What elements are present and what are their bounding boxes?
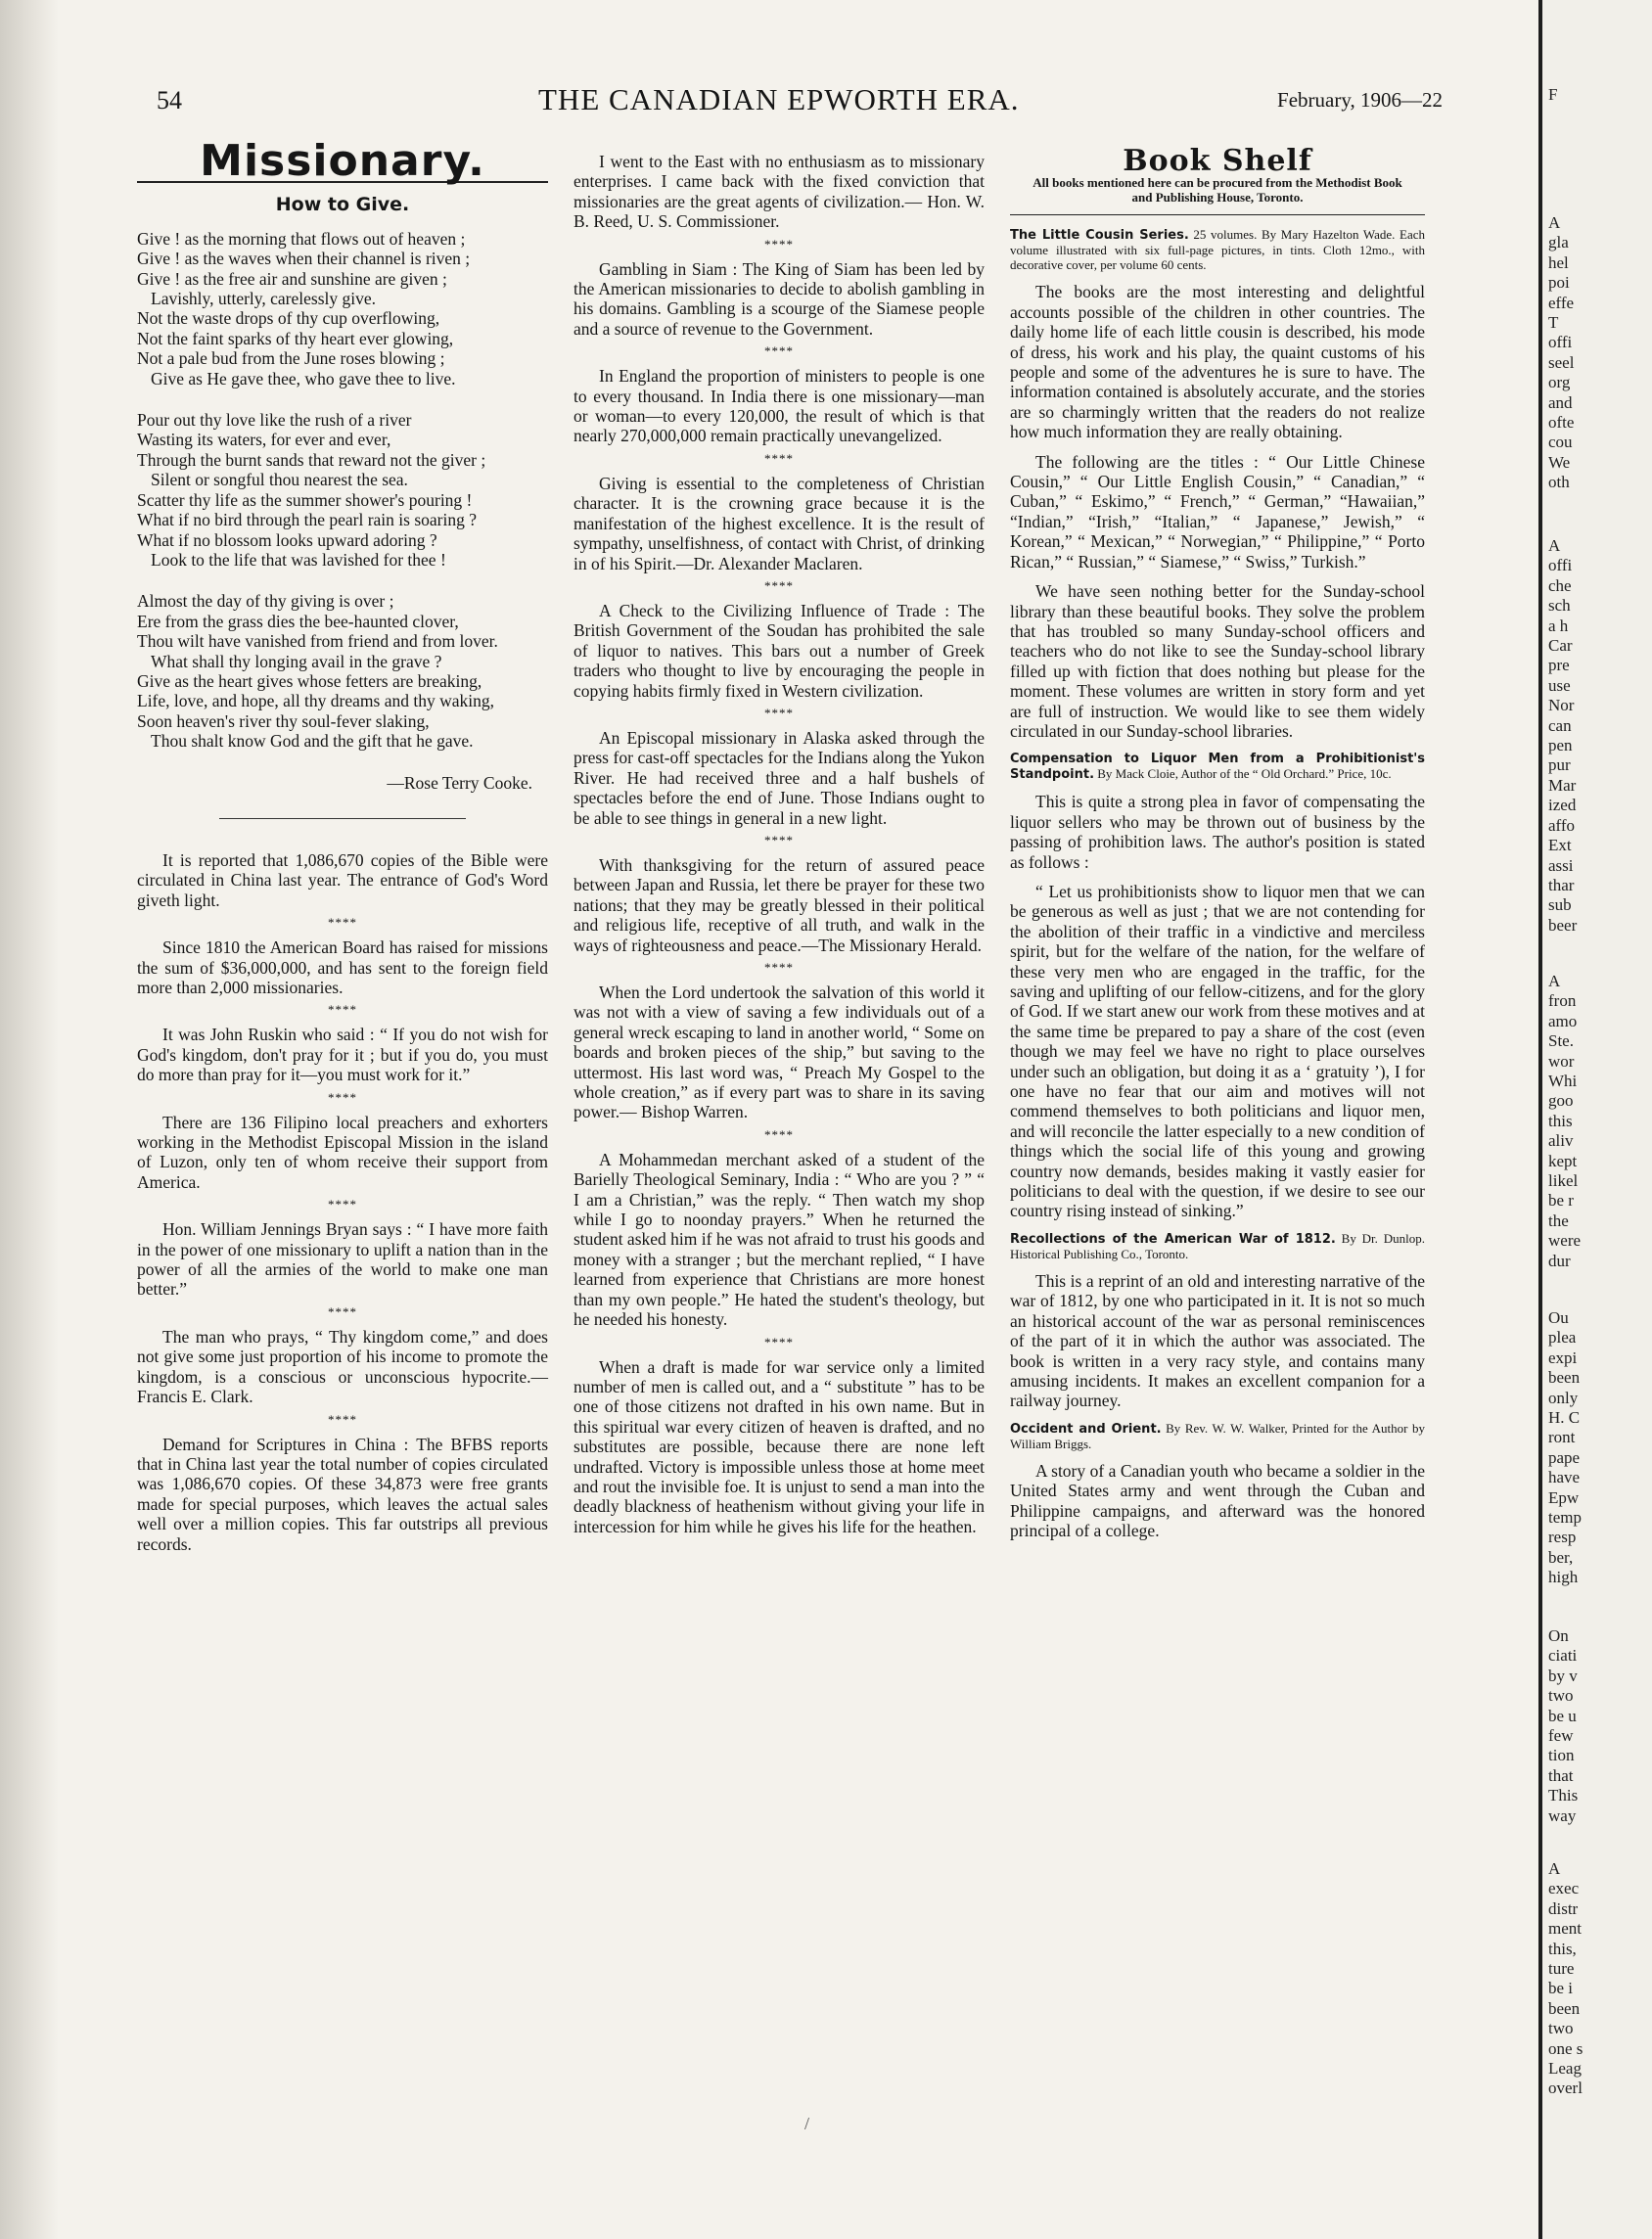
poem-author: —Rose Terry Cooke.	[387, 772, 532, 793]
missionary-note: Hon. William Jennings Bryan says : “ I have more faith in the power of one missionary to uplift a nation than in the power of all the armies of the world to make one man better.”	[137, 1219, 548, 1300]
star-separator: ****	[764, 343, 794, 359]
poem-line: Look to the life that was lavished for thee !	[151, 549, 446, 570]
section-heading-book-shelf: Book Shelf	[1123, 144, 1312, 178]
missionary-note: There are 136 Filipino local preachers and exhorters working in the Methodist Episcopal Mission in the island of Luzon, only ten of whom receive their support from America.	[137, 1112, 548, 1192]
missionary-note: It is reported that 1,086,670 copies of the Bible were circulated in China last year. The entrance of God's Word giveth light.	[137, 849, 548, 910]
star-separator: ****	[764, 577, 794, 593]
poem-line: What if no blossom looks upward adoring ?	[137, 529, 437, 550]
missionary-note: Demand for Scriptures in China : The BFBS reports that in China last year the total number of copies circulated was 1,086,670 copies. Of these 34,873 were free grants made for special purposes, which leaves the actual sales well over a million copies. This far outstrips all previous records.	[137, 1434, 548, 1554]
missionary-note: It was John Ruskin who said : “ If you do not wish for God's kingdom, don't pray for it ; but if you do, you must do more than pray for it—you must work for it.”	[137, 1025, 548, 1085]
poem-title: How to Give.	[275, 194, 410, 216]
adjacent-page-text-fragment: A offi che sch a h Car pre use Nor can pen pur Mar ized affo Ext assi thar sub beer	[1548, 536, 1578, 935]
star-separator: ****	[764, 705, 794, 720]
poem-line: Wasting its waters, for ever and ever,	[137, 430, 391, 450]
column-book-shelf	[1010, 144, 1425, 1550]
poem-line: Give ! as the free air and sunshine are given ;	[137, 268, 447, 289]
star-separator: ****	[764, 960, 794, 975]
page-binding-shadow	[0, 0, 59, 2239]
missionary-notes-left	[137, 850, 548, 1554]
poem-line: Not a pale bud from the June roses blowing ;	[137, 348, 445, 369]
poem-line: Lavishly, utterly, carelessly give.	[151, 289, 377, 309]
missionary-note: When the Lord undertook the salvation of this world it was not with a view of saving a few individuals out of a general wreck escaping to land in another world, “ Some on boards and broken pieces of the ship,” but saving to the uttermost. His last word was, “ Preach My Gospel to the whole creation,” as if every part was to share in its saving power.— Bishop Warren.	[574, 982, 985, 1122]
poem-line: Pour out thy love like the rush of a river	[137, 410, 412, 431]
page-number: 54	[157, 86, 182, 114]
star-separator: ****	[328, 1089, 357, 1105]
star-separator: ****	[328, 1197, 357, 1212]
poem-line: Almost the day of thy giving is over ;	[137, 591, 394, 612]
poem-line: Scatter thy life as the summer shower's pouring !	[137, 489, 473, 510]
book-review-paragraph: A story of a Canadian youth who became a soldier in the United States army and went through the Cuban and Philippine campaigns, and afterward was the honored principal of a college.	[1010, 1460, 1425, 1540]
book-reviews	[1010, 227, 1425, 1540]
book-entry-heading	[1010, 751, 1425, 782]
missionary-note: Giving is essential to the completeness of Christian character. It is the crowning grace because it is the manifestation of the highest excellence. It is the result of sympathy, unselfishness, of contact with Christ, of drinking in of his Spirit.—Dr. Alexander Maclaren.	[574, 473, 985, 573]
poem-line: Thou shalt know God and the gift that he gave.	[151, 731, 474, 752]
book-entry-heading	[1010, 1421, 1425, 1451]
book-shelf-intro: All books mentioned here can be procured from the Methodist Book and Publishing House, Toronto.	[1032, 175, 1402, 206]
book-publication-details: By Mack Cloie, Author of the “ Old Orchard.” Price, 10c.	[1094, 766, 1392, 782]
adjacent-page-text-fragment: F	[1548, 85, 1558, 104]
poem-line: Give as He gave thee, who gave thee to live.	[151, 368, 456, 388]
book-entry-heading	[1010, 1231, 1425, 1261]
publication-title: THE CANADIAN EPWORTH ERA.	[538, 82, 1020, 116]
star-separator: ****	[328, 1002, 357, 1018]
poem-line: Give as the heart gives whose fetters are breaking,	[137, 670, 482, 691]
missionary-note: With thanksgiving for the return of assured peace between Japan and Russia, let there be prayer for these two nations; that they may be greatly blessed in their political and religious life, receptive of all truth, and walk in the ways of righteousness and peace.—The Missionary Herald.	[574, 854, 985, 955]
missionary-note: In England the proportion of ministers to people is one to every thousand. In India there is one missionary—man or woman—to every 120,000, the result of which is that nearly 270,000,000 remain practically unevangelized.	[574, 366, 985, 446]
poem-line: What shall thy longing avail in the grave ?	[151, 651, 442, 671]
poem-line: Life, love, and hope, all thy dreams and thy waking,	[137, 691, 494, 711]
missionary-note: The man who prays, “ Thy kingdom come,” and does not give some just proportion of his income to promote the kingdom, is a conscious or unconscious hypocrite.—Francis E. Clark.	[137, 1326, 548, 1407]
book-publication-details: By Rev. W. W. Walker, Printed for the Author by William Briggs.	[1010, 1420, 1425, 1451]
missionary-note: A Check to the Civilizing Influence of Trade : The British Government of the Soudan has prohibited the sale of liquor to natives. This bars out a number of Greek traders who thought to live by encouraging the people in copying habits firmly fixed in Western civilization.	[574, 600, 985, 701]
star-separator: ****	[764, 1126, 794, 1142]
book-title: Recollections of the American War of 1812.	[1010, 1231, 1336, 1247]
adjacent-page-text-fragment: On ciati by v two be u few tion that This way	[1548, 1626, 1579, 1825]
adjacent-page-text-fragment: T offi seel org and ofte cou We oth	[1548, 313, 1575, 492]
book-publication-details: 25 volumes. By Mary Hazelton Wade. Each volume illustrated with six full-page pictures, in tints. Cloth 12mo., with decorative cover, per volume 60 cents.	[1010, 227, 1425, 273]
poem-line: Soon heaven's river thy soul-fever slaking,	[137, 710, 430, 731]
star-separator: ****	[328, 1303, 357, 1319]
book-review-paragraph: This is a reprint of an old and interesting narrative of the war of 1812, by one who participated in it. It is not so much an historical account of the war as personal reminiscences of the part of it in which the author was associated. The book is written in a very racy style, and contains many amusing incidents. It makes an excellent companion for a railway journey.	[1010, 1270, 1425, 1411]
missionary-note: A Mohammedan merchant asked of a student of the Barielly Theological Seminary, India : “ Who are you ? ” “ I am a Christian,” was the reply. “ Then watch my shop while I go to noonday prayers.” When he returned the student asked him if he was not afraid to trust his goods and money with a stranger ; but the merchant replied, “ I have learned from experience that Christians are more honest than my own people.” He hated the student's theology, but he needed his honesty.	[574, 1149, 985, 1330]
poem-stanza	[137, 591, 548, 751]
star-separator: ****	[328, 915, 357, 931]
star-separator: ****	[764, 236, 794, 251]
adjacent-page-text-fragment: A exec distr ment this, ture be i been two one s Leag overl	[1548, 1859, 1583, 2098]
running-header	[157, 82, 1443, 125]
adjacent-page-text-fragment: A fron amo Ste. wor Whi goo this aliv kept likel be r the were dur	[1548, 972, 1582, 1270]
poem-line: Through the burnt sands that reward not the giver ;	[137, 449, 486, 470]
poem-line: Thou wilt have vanished from friend and from lover.	[137, 631, 498, 652]
missionary-notes-middle	[574, 152, 985, 1536]
star-separator: ****	[328, 1411, 357, 1427]
star-separator: ****	[764, 1334, 794, 1349]
poem-line: Not the waste drops of thy cup overflowing,	[137, 308, 440, 329]
poem-line: Ere from the grass dies the bee-haunted clover,	[137, 611, 459, 631]
poem-line: Not the faint sparks of thy heart ever glowing,	[137, 328, 454, 348]
missionary-note: Gambling in Siam : The King of Siam has been led by the American missionaries to decide to abolish gambling in his domains. Gambling is a scourge of the Siamese people and a source of revenue to the Government.	[574, 258, 985, 339]
star-separator: ****	[764, 832, 794, 847]
missionary-note: An Episcopal missionary in Alaska asked through the press for cast-off spectacles for the Indians along the Yukon River. He had received three and a half bushels of spectacles before the end of June. Those Indians ought to be able to see things in general in a new light.	[574, 727, 985, 828]
book-review-paragraph: “ Let us prohibitionists show to liquor men that we can be generous as well as just ; that we are not contending for the abolition of their traffic in a vindictive and merciless spirit, but for the welfare of the nation, for the welfare of these very men who are engaged in the traffic, for the saving and uplifting of our fellow-citizens, and for the glory of God. If we start anew our work from these motives and at the same time be prepared to pay a share of the cost (even though we may feel we have no right to place ourselves under such an obligation, but doing it as a ‘ gratuity ’), I for one have no fear that our aim and motives will not commend themselves to both politicians and liquor men, and will reconcile the latter especially to a new condition of things which the social life of this young and growing country now demands, besides making it vastly easier for politicians to deal with the question, if we desire to see our country rising instead of sinking.”	[1010, 881, 1425, 1221]
poem-how-to-give	[137, 229, 548, 752]
column-missionary-middle	[574, 152, 985, 1546]
book-publication-details: By Dr. Dunlop. Historical Publishing Co., Toronto.	[1010, 1230, 1425, 1261]
issue-date: February, 1906—22	[1277, 88, 1443, 112]
book-review-paragraph: This is quite a strong plea in favor of compensating the liquor sellers who may be thrown out of business by the passing of prohibition laws. The author's position is stated as follows :	[1010, 792, 1425, 872]
column-missionary-left	[137, 136, 548, 1564]
missionary-note: When a draft is made for war service only a limited number of men is called out, and a “ substitute ” has to be one of those citizens not drafted in his own name. But in this spiritual war every citizen of heaven is drafted, and no substitutes are possible, because there are none left undrafted. Victory is impossible unless those at home meet and rout the invisible foe. It is unjust to send a man into the deadly blackness of heathenism without giving your life in intercession for him while he gives his life for the heathen.	[574, 1356, 985, 1536]
adjacent-page-text-fragment: A gla hel poi effe	[1548, 213, 1575, 312]
book-title: Compensation to Liquor Men from a Prohibitionist's Standpoint.	[1010, 752, 1425, 783]
book-entry-heading	[1010, 227, 1425, 272]
poem-stanza	[137, 229, 548, 388]
section-divider	[219, 818, 466, 819]
poem-line: Silent or songful thou nearest the sea.	[151, 470, 408, 490]
printer-mark: /	[804, 2114, 810, 2133]
missionary-note: I went to the East with no enthusiasm as to missionary enterprises. I came back with the fixed conviction that missionaries are the great agents of civilization.— Hon. W. B. Reed, U. S. Commissioner.	[574, 152, 985, 232]
book-review-paragraph: We have seen nothing better for the Sunday-school library than these beautiful books. They solve the problem that has troubled so many Sunday-school officers and teachers who do not like to see the Sunday-school library filled up with fiction that does nothing but please for the moment. These volumes are written in story form and yet are full of instruction. We would like to see them widely circulated in our Sunday-school libraries.	[1010, 581, 1425, 741]
adjacent-page-text-fragment: Ou plea expi been only H. C ront pape have Epw temp resp ber, high	[1548, 1308, 1582, 1587]
book-title: The Little Cousin Series.	[1010, 228, 1189, 244]
poem-line: Give ! as the waves when their channel is riven ;	[137, 249, 471, 269]
section-heading-missionary: Missionary.	[200, 136, 485, 186]
book-title: Occident and Orient.	[1010, 1421, 1162, 1437]
adjacent-page-strip	[1542, 0, 1652, 2239]
poem-line: Give ! as the morning that flows out of heaven ;	[137, 228, 466, 249]
book-shelf-rule	[1010, 214, 1425, 215]
poem-stanza	[137, 410, 548, 570]
book-review-paragraph: The following are the titles : “ Our Little Chinese Cousin,” “ Our Little English Cousin,” “ Canadian,” “ Cuban,” “ Eskimo,” “ French,” “ German,” “Hawaiian,” “Indian,” “Irish,” “Italian,” “ Japanese,” Jewish,” “ Korean,” “ Mexican,” “ Norwegian,” “ Philippine,” “ Porto Rican,” “ Russian,” “ Siamese,” “ Swiss,” Turkish.”	[1010, 451, 1425, 571]
poem-line: What if no bird through the pearl rain is soaring ?	[137, 510, 477, 530]
star-separator: ****	[764, 450, 794, 466]
missionary-note: Since 1810 the American Board has raised for missions the sum of $36,000,000, and has sent to the foreign field more than 2,000 missionaries.	[137, 937, 548, 997]
book-review-paragraph: The books are the most interesting and delightful accounts possible of the children in other countries. The daily home life of each little cousin is described, his mode of dress, his work and his play, the quaint customs of his people and some of the adventures he is sure to have. The information contained is absolutely accurate, and the stories are so charmingly written that the readers do not realize how much information they are really obtaining.	[1010, 282, 1425, 442]
